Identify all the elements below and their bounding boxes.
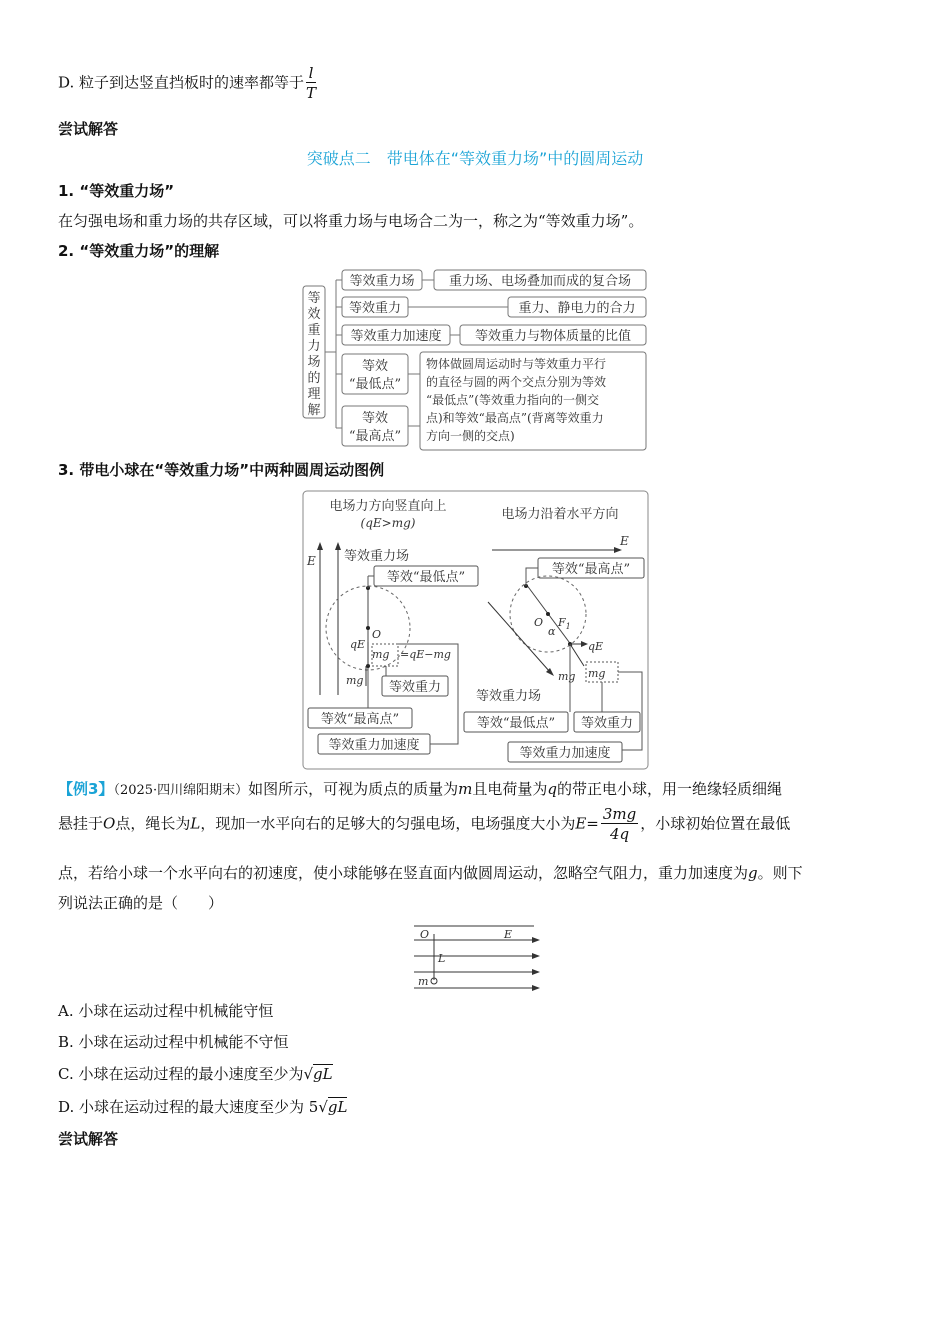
desc-line: 方向一侧的交点) — [426, 429, 515, 443]
desc-line: “最低点”(等效重力指向的一侧交 — [426, 393, 599, 407]
root-char: 理 — [307, 387, 321, 402]
root-char: 场 — [307, 355, 321, 370]
row2-left: 等效重力 — [348, 301, 402, 316]
right-mg-box-label: mg — [588, 667, 606, 680]
left-qE-label: qE — [350, 638, 366, 651]
var-O: O — [103, 814, 116, 833]
sqrt-symbol: √ — [318, 1098, 328, 1116]
right-lowest-label: 等效“最低点” — [476, 716, 556, 731]
right-F1-sub: 1 — [565, 622, 571, 631]
root-char: 力 — [307, 339, 321, 354]
right-O-label: O — [534, 616, 544, 629]
example-source: （2025·四川绵阳期末） — [113, 783, 249, 798]
example-text: 且电荷量为 — [472, 780, 548, 798]
row2-right: 重力、静电力的合力 — [518, 301, 636, 316]
desc-line: 的直径与圆的两个交点分别为等效 — [426, 375, 607, 389]
example-line-4: 列说法正确的是（ ） — [58, 894, 224, 912]
left-title-1: 电场力方向竖直向上 — [329, 499, 447, 514]
low-label-1: 等效 — [361, 359, 389, 374]
right-title: 电场力沿着水平方向 — [501, 507, 619, 522]
option-d — [58, 1096, 347, 1117]
example-text: ，小球初始位置在最低 — [640, 814, 791, 833]
option-c — [58, 1063, 333, 1084]
point1-title: 1. “等效重力场” — [58, 182, 175, 200]
high-label-1: 等效 — [361, 411, 389, 426]
example-text: 。则下 — [757, 864, 803, 882]
right-eq-gravity-label: 等效重力 — [580, 716, 634, 731]
example-text: ，现加一水平向右的足够大的匀强电场，电场强度大小为 — [200, 814, 576, 833]
sqrt-symbol: √ — [303, 1065, 314, 1083]
pendulum-field-figure — [410, 920, 545, 996]
small-E-label: E — [504, 928, 513, 941]
left-qE-mg-label: =qE−mg — [400, 648, 451, 661]
root-char: 效 — [307, 307, 321, 322]
row3-right: 等效重力与物体质量的比值 — [474, 329, 632, 344]
left-mg-eq-label: mg — [372, 648, 390, 661]
small-O-label: O — [420, 928, 430, 941]
example-line-1 — [58, 778, 782, 799]
left-O-label: O — [372, 628, 382, 641]
try-answer-1: 尝试解答 — [58, 120, 119, 138]
option-d-value: gL — [327, 1098, 348, 1116]
circular-motion-figure — [302, 490, 650, 772]
example-text: 点，若给小球一个水平向右的初速度，使小球能够在竖直面内做圆周运动，忽略空气阻力，重力加速度为 — [58, 864, 749, 882]
option-d-text: D. 粒子到达竖直挡板时的速率都等于 — [58, 73, 305, 92]
row3-left: 等效重力加速度 — [350, 329, 442, 344]
var-m: m — [458, 780, 473, 798]
left-lowest-label: 等效“最低点” — [386, 570, 466, 585]
option-d-prev — [58, 64, 318, 103]
section-title: 突破点二 带电体在“等效重力场”中的圆周运动 — [306, 149, 644, 168]
high-label-2: “最高点” — [348, 429, 402, 444]
right-highest-label: 等效“最高点” — [551, 562, 631, 577]
example-line-3 — [58, 862, 803, 883]
var-q: q — [547, 780, 558, 798]
left-eq-accel-label: 等效重力加速度 — [328, 738, 420, 753]
row1-left: 等效重力场 — [349, 274, 415, 289]
left-mg-label: mg — [346, 674, 364, 687]
example-text: 的带正电小球，用一绝缘轻质细绳 — [557, 780, 783, 798]
option-d-text: D. 小球在运动过程的最大速度至少为 5 — [58, 1098, 319, 1116]
option-a: A. 小球在运动过程中机械能守恒 — [58, 1002, 274, 1020]
right-alpha-label: α — [548, 625, 556, 638]
example-tag: 【例3】 — [58, 780, 114, 798]
left-eq-gravity-label: 等效重力 — [388, 680, 442, 695]
var-E: E= — [575, 814, 599, 833]
right-mg-label: mg — [558, 670, 576, 683]
fraction-E: $\frac{3mg}{4q}$ — [602, 805, 637, 843]
small-m-label: m — [418, 975, 429, 988]
right-qE-label: qE — [588, 640, 604, 653]
right-E-label: E — [620, 534, 629, 548]
option-b: B. 小球在运动过程中机械能不守恒 — [58, 1033, 289, 1051]
left-eq-field-label: 等效重力场 — [344, 549, 410, 564]
point3-title: 3. 带电小球在“等效重力场”中两种圆周运动图例 — [58, 461, 385, 479]
example-text: 点，绳长为 — [115, 814, 191, 833]
example-line-2 — [58, 805, 790, 844]
option-c-value: gL — [313, 1065, 333, 1083]
low-label-2: “最低点” — [348, 377, 402, 392]
desc-line: 点)和等效“最高点”(背离等效重力 — [426, 411, 604, 425]
left-E-label: E — [307, 554, 316, 568]
left-title-2: (qE>mg) — [360, 516, 416, 530]
example-text: 悬挂于 — [58, 814, 104, 833]
small-L-label: L — [438, 952, 446, 965]
root-char: 等 — [307, 291, 321, 306]
desc-line: 物体做圆周运动时与等效重力平行 — [426, 357, 607, 371]
example-text: 如图所示，可视为质点的质量为 — [248, 780, 459, 798]
left-highest-label: 等效“最高点” — [320, 712, 400, 727]
root-char: 解 — [307, 403, 321, 418]
mindmap-diagram — [300, 266, 652, 454]
var-L: L — [190, 814, 201, 833]
option-c-text: C. 小球在运动过程的最小速度至少为 — [58, 1065, 304, 1083]
point1-text: 在匀强电场和重力场的共存区域，可以将重力场与电场合二为一，称之为“等效重力场”。 — [58, 212, 644, 230]
right-eq-field-label: 等效重力场 — [476, 689, 542, 704]
try-answer-2: 尝试解答 — [58, 1130, 119, 1148]
right-eq-accel-label: 等效重力加速度 — [519, 746, 611, 761]
root-char: 的 — [307, 371, 321, 386]
point2-title: 2. “等效重力场”的理解 — [58, 242, 220, 260]
root-char: 重 — [307, 323, 321, 338]
fraction-l-over-t: $\frac{l}{T}$ — [306, 64, 317, 102]
right-F1-label: F — [558, 616, 566, 629]
var-g: g — [748, 864, 758, 882]
mindmap-root-text — [307, 291, 320, 418]
row1-right: 重力场、电场叠加而成的复合场 — [448, 274, 632, 289]
